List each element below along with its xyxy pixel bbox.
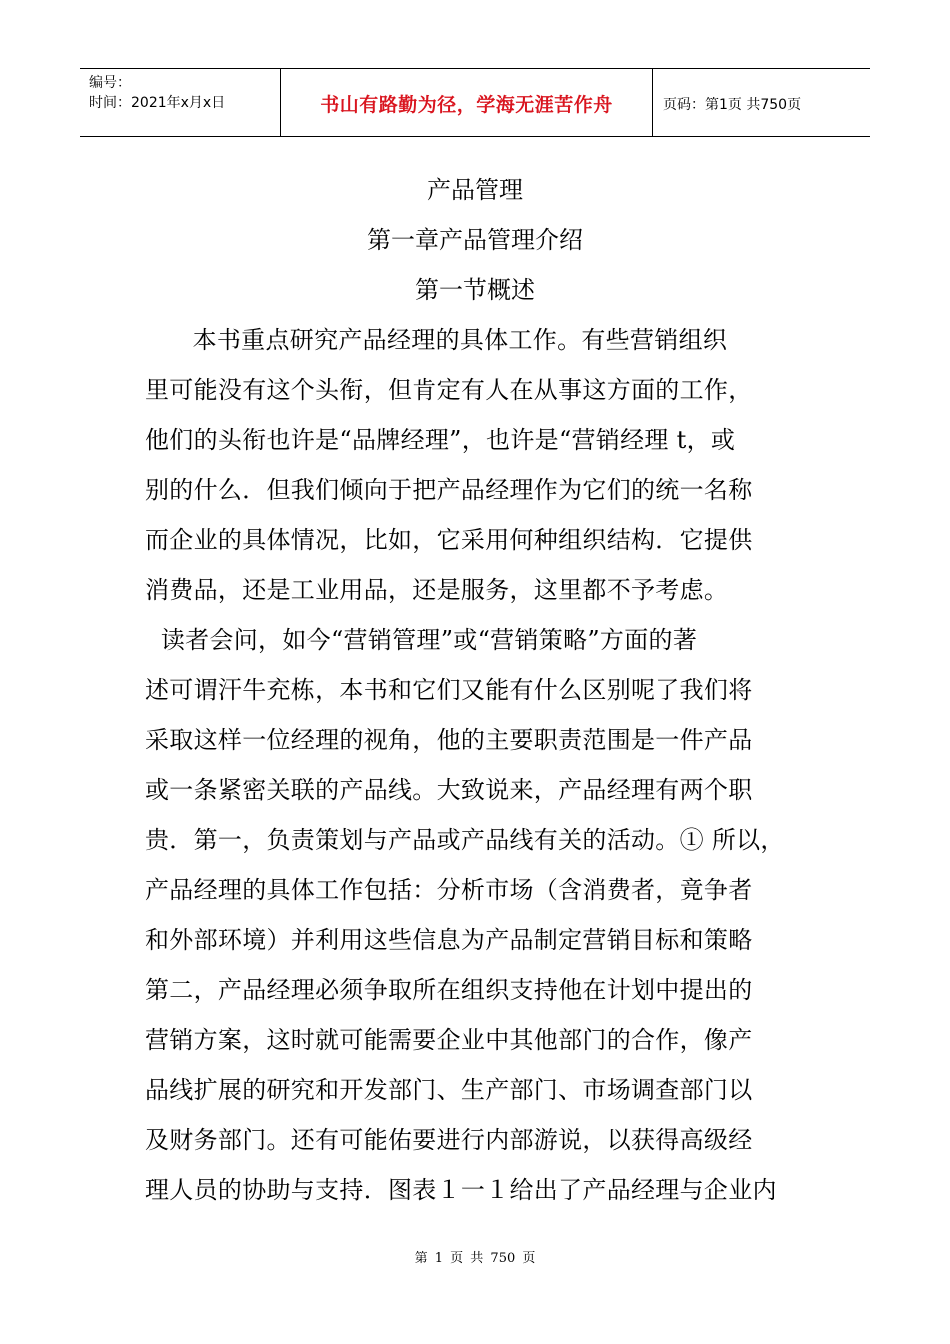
body-line: 里可能没有这个头衔，但肯定有人在从事这方面的工作， — [145, 376, 753, 404]
document-date-label: 时间：2021年x月x日 — [89, 95, 226, 111]
header-meta-cell — [80, 69, 281, 136]
header-motto: 书山有路勤为径，学海无涯苦作舟 — [281, 69, 653, 136]
body-line: 采取这样一位经理的视角，他的主要职责范围是一件产品 — [145, 726, 753, 754]
body-line: 理人员的协助与支持．图表１一１给出了产品经理与企业内 — [145, 1176, 777, 1204]
header-table — [80, 68, 870, 137]
header-page-info: 页码：第1页 共750页 — [663, 96, 802, 113]
body-text — [145, 315, 810, 1215]
section-title: 第一节概述 — [415, 276, 535, 304]
body-line: 品线扩展的研究和开发部门、生产部门、市场调查部门以 — [145, 1076, 753, 1104]
body-line: 营销方案，这时就可能需要企业中其他部门的合作，像产 — [145, 1026, 753, 1054]
document-number-label: 编号： — [89, 75, 131, 91]
body-line: 产品经理的具体工作包括：分析市场（含消费者，竟争者 — [145, 876, 753, 904]
body-line: 或一条紧密关联的产品线。大致说来，产品经理有两个职 — [145, 776, 753, 804]
body-line: 本书重点研究产品经理的具体工作。有些营销组织 — [145, 326, 728, 354]
body-line: 及财务部门。还有可能佑要进行内部游说，以获得高级经 — [145, 1126, 753, 1154]
body-line: 读者会问，如今“营销管理”或“营销策略”方面的著 — [145, 626, 698, 654]
book-title: 产品管理 — [427, 176, 523, 204]
body-line: 他们的头衔也许是“品牌经理”，也许是“营销经理 t，或 — [145, 426, 736, 454]
body-line: 述可谓汗牛充栋，本书和它们又能有什么区别呢了我们将 — [145, 676, 753, 704]
page-footer: 第 1 页 共 750 页 — [414, 1251, 536, 1266]
body-line: 而企业的具体情况，比如，它采用何种组织结构．它提供 — [145, 526, 753, 554]
body-line: 消费品，还是工业用品，还是服务，这里都不予考虑。 — [145, 576, 729, 604]
body-line: 别的什么．但我们倾向于把产品经理作为它们的统一名称 — [145, 476, 753, 504]
body-line: 和外部环境）并利用这些信息为产品制定营销目标和策略 — [145, 926, 753, 954]
body-line: 贵．第一，负责策划与产品或产品线有关的活动。① 所以， — [145, 826, 785, 854]
chapter-title: 第一章产品管理介绍 — [367, 226, 583, 254]
body-line: 第二，产品经理必须争取所在组织支持他在计划中提出的 — [145, 976, 753, 1004]
